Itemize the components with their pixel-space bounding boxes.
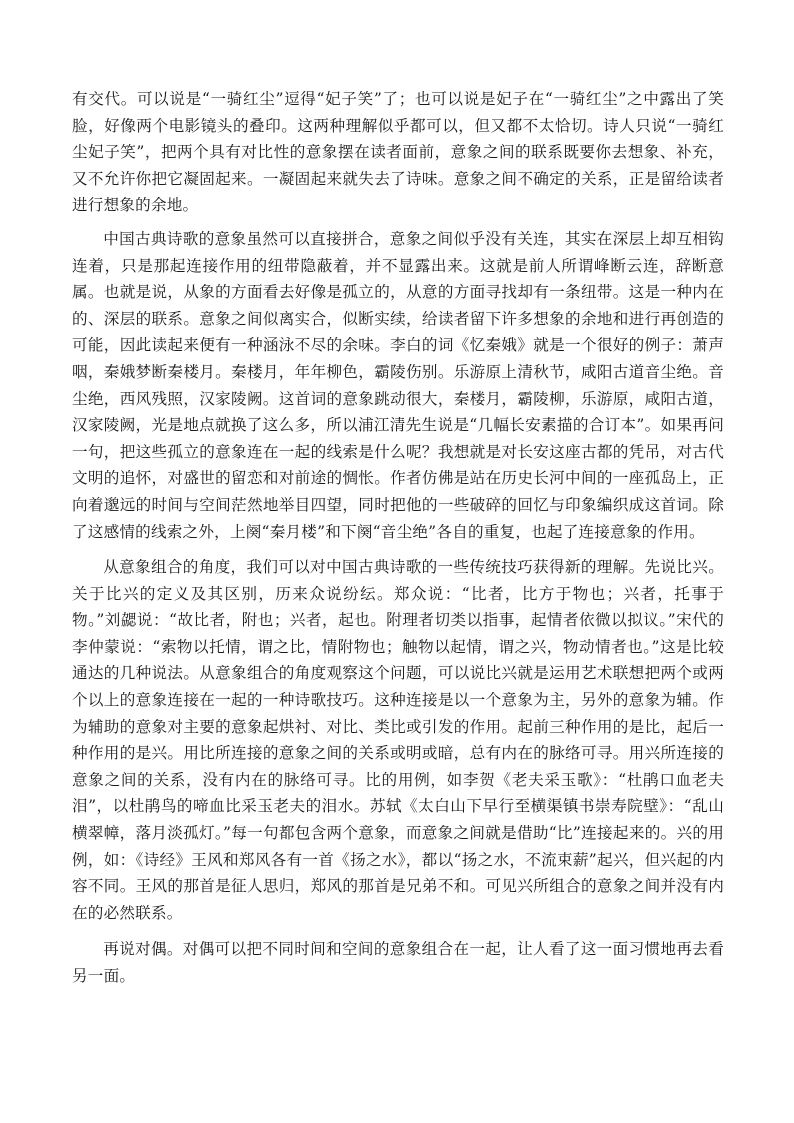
paragraph-4: 再说对偶。对偶可以把不同时间和空间的意象组合在一起，让人看了这一面习惯地再去看另一面。 <box>72 940 724 985</box>
document-page <box>72 86 724 990</box>
paragraph-3: 从意象组合的角度，我们可以对中国古典诗歌的一些传统技巧获得新的理解。先说比兴。关于比兴的定义及其区别，历来众说纷纭。郑众说：“比者，比方于物也；兴者，托事于物。”刘勰说：“故比者，附也；兴者，起也。附理者切类以指事，起情者依微以拟议。”宋代的李仲蒙说：“索物以托情，谓之比，情附物也；触物以起情，谓之兴，物动情者也。”这是比较通达的几种说法。从意象组合的角度观察这个问题，可以说比兴就是运用艺术联想把两个或两个以上的意象连接在一起的一种诗歌技巧。这种连接是以一个意象为主，另外的意象为辅。作为辅助的意象对主要的意象起烘衬、对比、类比或引发的作用。起前三种作用的是比，起后一种作用的是兴。用比所连接的意象之间的关系或明或暗，总有内在的脉络可寻。用兴所连接的意象之间的关系，没有内在的脉络可寻。比的用例，如李贺《老夫采玉歌》：“杜鹃口血老夫泪”，以杜鹃鸟的啼血比采玉老夫的泪水。苏轼《太白山下早行至横渠镇书崇寿院壁》：“乱山横翠幛，落月淡孤灯。”每一句都包含两个意象，而意象之间就是借助“比”连接起来的。兴的用例，如：《诗经》王风和郑风各有一首《扬之水》，都以“扬之水，不流束薪”起兴，但兴起的内容不同。王风的那首是征人思归，郑风的那首是兄弟不和。可见兴所组合的意象之间并没有内在的必然联系。 <box>72 558 724 922</box>
paragraph-2: 中国古典诗歌的意象虽然可以直接拼合，意象之间似乎没有关连，其实在深层上却互相钩连着，只是那起连接作用的纽带隐蔽着，并不显露出来。这就是前人所谓峰断云连，辞断意属。也就是说，从象的方面看去好像是孤立的，从意的方面寻找却有一条纽带。这是一种内在的、深层的联系。意象之间似离实合，似断实续，给读者留下许多想象的余地和进行再创造的可能，因此读起来便有一种涵泳不尽的余味。李白的词《忆秦娥》就是一个很好的例子：萧声咽，秦娥梦断秦楼月。秦楼月，年年柳色，霸陵伤别。乐游原上清秋节，咸阳古道音尘绝。音尘绝，西风残照，汉家陵阙。这首词的意象跳动很大，秦楼月，霸陵柳，乐游原，咸阳古道，汉家陵阙，光是地点就换了这么多，所以浦江清先生说是“几幅长安素描的合订本”。如果再问一句，把这些孤立的意象连在一起的线索是什么呢？我想就是对长安这座古都的凭吊，对古代文明的追怀，对盛世的留恋和对前途的惆怅。作者仿佛是站在历史长河中间的一座孤岛上，正向着邈远的时间与空间茫然地举目四望，同时把他的一些破碎的回忆与印象编织成这首词。除了这感情的线索之外，上阕“秦月楼”和下阕“音尘绝”各自的重复，也起了连接意象的作用。 <box>72 229 724 541</box>
paragraph-1: 有交代。可以说是“一骑红尘”逗得“妃子笑”了；也可以说是妃子在“一骑红尘”之中露出了笑脸，好像两个电影镜头的叠印。这两种理解似乎都可以，但又都不太恰切。诗人只说“一骑红尘妃子笑”，把两个具有对比性的意象摆在读者面前，意象之间的联系既要你去想象、补充，又不允许你把它凝固起来。一凝固起来就失去了诗味。意象之间不确定的关系，正是留给读者进行想象的余地。 <box>72 90 724 215</box>
